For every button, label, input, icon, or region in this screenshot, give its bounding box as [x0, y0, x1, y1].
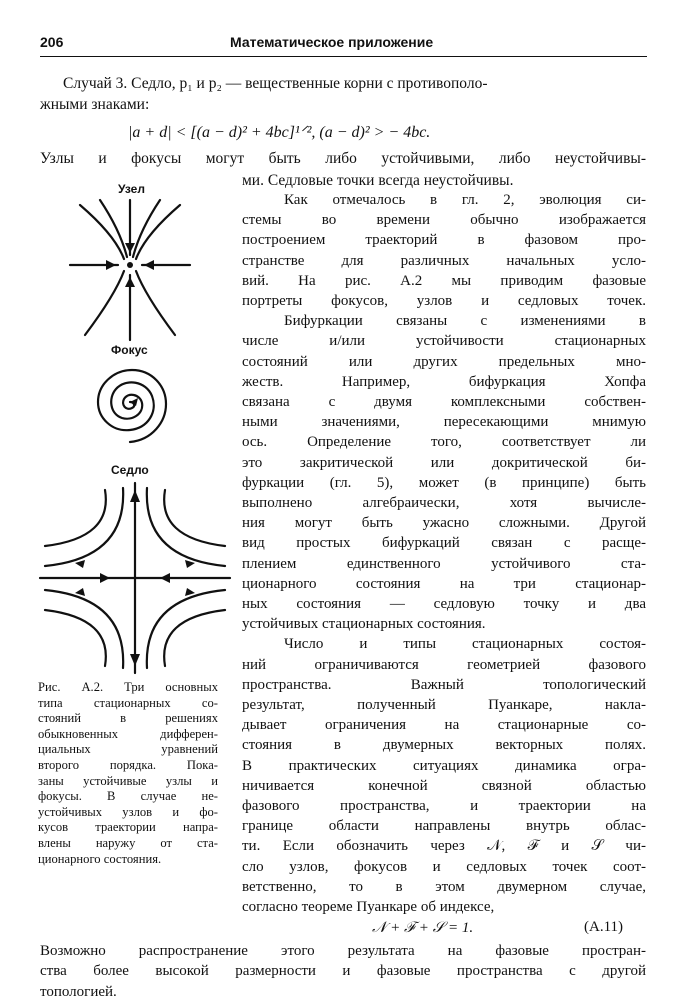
saddle-arrow-lower-right: [185, 588, 195, 596]
caption-line-1: Рис. А.2. Три основных: [38, 680, 218, 694]
page-number: 206: [40, 34, 64, 50]
para3-line-2: числе и/или устойчивости стационарных: [242, 333, 646, 350]
para3-line-14: ционарного состояния на три стационар-: [242, 575, 646, 592]
node-fixed-point: [127, 262, 133, 268]
para4-line-4: результат, полученный Пуанкаре, накла-: [242, 697, 646, 713]
saddle-hyperbola-lower-left: [45, 590, 123, 668]
para2-line-3: построением траекторий в фазовом про-: [242, 232, 646, 249]
para4-line-10: границе области направлены внутрь облас-: [242, 818, 646, 835]
para4-line-7: В практических ситуациях динамика огра-: [242, 757, 646, 774]
saddle-arrow-left: [100, 573, 110, 583]
node-arrow-left: [106, 260, 116, 270]
para3-line-7: ось. Определение того, соответствует ли: [242, 434, 646, 451]
poincare-index-equation: 𝒩 + ℱ + 𝒮 = 1.: [372, 920, 474, 937]
figure-label-node: Узел: [118, 182, 145, 196]
para5-line-2: ства более высокой размерности и фазовые пространства с другой: [40, 963, 646, 980]
para3-line-8: это закритической или докритической би-: [242, 454, 646, 471]
figure-label-focus: Фокус: [111, 343, 148, 357]
para4-line-1: Число и типы стационарных состоя-: [284, 636, 646, 653]
para4-line-5: дывает ограничения на стационарные со-: [242, 717, 646, 734]
saddle-hyperbola-upper-left: [45, 488, 123, 566]
para3-line-3: состояний или других предельных мно-: [242, 353, 646, 370]
para4-line-12: сло узлов, фокусов и седловых точек соот-: [242, 858, 646, 875]
page-header: [40, 34, 647, 57]
node-arrow-bottom: [125, 277, 135, 287]
para4-line-13: ветственно, то в этом двумерном случае,: [242, 878, 646, 895]
saddle-arrow-top: [130, 490, 140, 502]
para5-line-3: топологией.: [40, 983, 117, 1000]
para1-line-1: Узлы и фокусы могут быть либо устойчивыми, либо неустойчивы-: [40, 150, 646, 167]
caption-line-9: устойчивых узлов и фо-: [38, 804, 218, 819]
para4-line-2: ний ограничиваются геометрией фазового: [242, 656, 646, 673]
para4-line-11: ти. Если обозначить через 𝒩, ℱ и 𝒮 чи-: [242, 838, 646, 855]
para4-line-6: стояния в двумерных векторных полях.: [242, 737, 646, 754]
para3-line-4: жеств. Например, бифуркация Хопфа: [242, 373, 646, 390]
saddle-outer-lower-right: [164, 610, 225, 666]
caption-line-5: циальных уравнений: [38, 742, 218, 757]
caption-line-8: фокусы. В случае не-: [38, 789, 218, 804]
caption-line-4: обыкновенных дифферен-: [38, 726, 218, 741]
saddle-phase-portrait: [35, 478, 235, 678]
para3-line-6: ными значениями, пересекающими мнимую: [242, 414, 646, 431]
node-trajectory-lower-left: [85, 271, 124, 335]
saddle-arrow-bottom: [130, 654, 140, 666]
caption-line-12: ционарного состояния.: [38, 851, 162, 866]
case3-line-2: жными знаками:: [40, 96, 150, 113]
para1-line-2: ми. Седловые точки всегда неустойчивы.: [242, 172, 514, 189]
para3-line-12: вид простых бифуркаций связан с расще-: [242, 535, 646, 552]
para4-line-3: пространства. Важный топологический: [242, 676, 646, 693]
para2-line-5: вий. На рис. А.2 мы приводим фазовые: [242, 272, 646, 289]
para2-line-1: Как отмечалось в гл. 2, эволюция си-: [284, 192, 646, 208]
saddle-hyperbola-lower-right: [147, 590, 225, 668]
saddle-arrow-upper-right: [185, 560, 195, 568]
saddle-outer-lower-left: [45, 610, 106, 666]
equation-number: (A.11): [584, 919, 624, 936]
para3-line-13: плением единственного устойчивого ста-: [242, 555, 646, 572]
para4-line-8: ничивается конечной связной областью: [242, 777, 646, 794]
saddle-arrow-right: [160, 573, 170, 583]
caption-line-7: заны устойчивые узлы и: [38, 773, 218, 788]
caption-line-10: кусов траектории напра-: [38, 820, 218, 835]
figure-caption: [38, 680, 218, 867]
para3-line-11: ния могут быть ужасно сложными. Другой: [242, 515, 646, 532]
focus-phase-portrait: [80, 358, 180, 448]
saddle-outer-upper-right: [164, 490, 225, 546]
saddle-outer-upper-left: [45, 490, 106, 546]
figure-label-saddle: Седло: [111, 463, 149, 477]
node-trajectory-lower-right: [136, 271, 175, 335]
saddle-condition-equation: |a + d| < [(a − d)² + 4bc]¹ᐟ², (a − d)² > − 4bc.: [128, 124, 431, 141]
para4-line-14: согласно теореме Пуанкаре об индексе,: [242, 899, 495, 915]
focus-spiral-trajectory: [98, 370, 166, 442]
saddle-arrow-upper-left: [75, 560, 85, 568]
case3-line-1: Случай 3. Седло, p₁ и p₂ — вещественные корни с противополо-: [63, 75, 488, 92]
saddle-arrow-lower-left: [75, 588, 85, 596]
running-title: Математическое приложение: [230, 34, 434, 50]
node-arrow-right: [144, 260, 154, 270]
para3-line-15: ных состояния — седловую точку и два: [242, 596, 646, 612]
para3-line-9: фуркации (гл. 5), может (в принципе) быть: [242, 474, 646, 491]
node-phase-portrait: [40, 195, 230, 345]
para3-line-1: Бифуркации связаны с изменениями в: [284, 313, 646, 330]
para3-line-16: устойчивых стационарных состояния.: [242, 616, 486, 633]
para3-line-5: связана с двумя комплексными собствен-: [242, 394, 646, 410]
caption-line-6: второго порядка. Пока-: [38, 757, 218, 772]
saddle-hyperbola-upper-right: [147, 488, 225, 566]
caption-line-2: типа стационарных со-: [38, 695, 218, 710]
para4-line-9: фазового пространства, и траектории на: [242, 798, 646, 814]
caption-line-11: влены наружу от ста-: [38, 835, 218, 850]
para2-line-4: странстве для различных начальных усло-: [242, 252, 646, 269]
para5-line-1: Возможно распространение этого результата на фазовые простран-: [40, 943, 646, 960]
para2-line-2: стемы во времени обычно изображается: [242, 212, 646, 229]
caption-line-3: стояний в решениях: [38, 711, 218, 726]
para2-line-6: портреты фокусов, узлов и седловых точек.: [242, 293, 646, 309]
para3-line-10: выполнено алгебраически, хотя вычисле-: [242, 495, 646, 511]
